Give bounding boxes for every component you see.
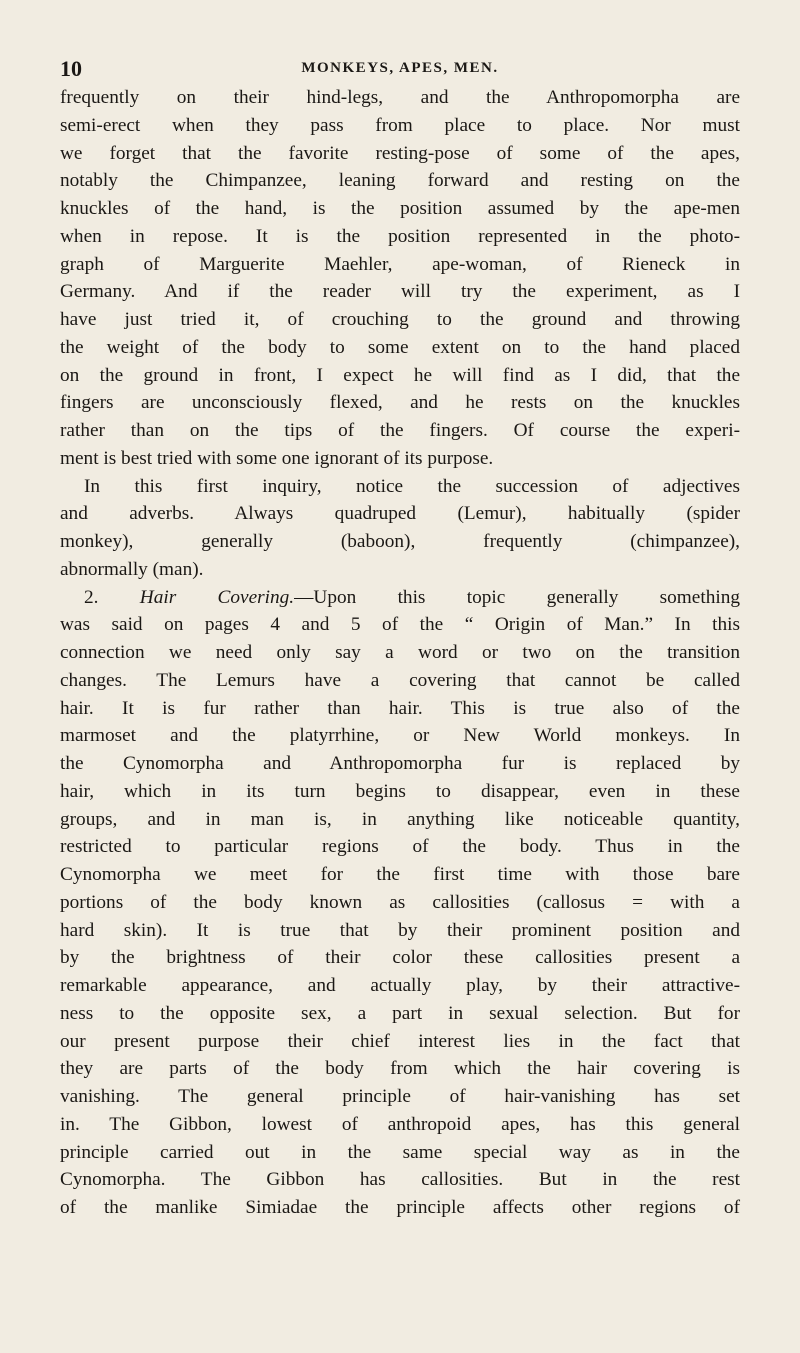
text-line: rather than on the tips of the fingers. Of course the experi- bbox=[60, 420, 740, 441]
text-line: was said on pages 4 and 5 of the “ Origin of Man.” In this bbox=[60, 614, 740, 636]
section-number: 2. bbox=[84, 586, 99, 608]
text-line: they are parts of the body from which the hair covering is bbox=[60, 1058, 740, 1080]
text-line: restricted to particular regions of the body. Thus in the bbox=[60, 836, 740, 858]
text-line: changes. The Lemurs have a covering that cannot be called bbox=[60, 669, 740, 691]
body-text bbox=[60, 84, 740, 1222]
running-title: MONKEYS, APES, MEN. bbox=[301, 60, 499, 76]
text-line: connection we need only say a word or two on the transition bbox=[60, 642, 740, 663]
text-line: semi-erect when they pass from place to place. Nor must bbox=[60, 114, 740, 136]
text-line: hair, which in its turn begins to disappear, even in these bbox=[60, 780, 740, 802]
text-line: groups, and in man is, in anything like noticeable quantity, bbox=[60, 808, 740, 830]
text-line: ness to the opposite sex, a part in sexual selection. But for bbox=[60, 1002, 740, 1024]
text-line: ment is best tried with some one ignorant of its purpose. bbox=[60, 447, 494, 469]
page-number: 10 bbox=[60, 56, 82, 81]
text-line: and adverbs. Always quadruped (Lemur), habitually (spider bbox=[60, 503, 740, 525]
text-line: frequently on their hind-legs, and the Anthropomorpha are bbox=[60, 87, 740, 108]
text-line: the weight of the body to some extent on to the hand placed bbox=[60, 336, 740, 358]
text-line: when in repose. It is the position represented in the photo- bbox=[60, 225, 740, 247]
text-line: graph of Marguerite Maehler, ape-woman, of Rieneck in bbox=[60, 253, 740, 275]
running-head bbox=[60, 56, 740, 84]
section-heading-continuation: —Upon this topic generally something bbox=[294, 586, 741, 608]
text-line: remarkable appearance, and actually play, by their attractive- bbox=[60, 975, 740, 996]
text-line: monkey), generally (baboon), frequently (chimpanzee), bbox=[60, 531, 740, 552]
text-line: fingers are unconsciously flexed, and he rests on the knuckles bbox=[60, 392, 740, 414]
text-line: In this first inquiry, notice the succession of adjectives bbox=[84, 475, 740, 497]
text-line: by the brightness of their color these callosities present a bbox=[60, 947, 740, 969]
text-line: Germany. And if the reader will try the experiment, as I bbox=[60, 281, 740, 303]
text-line: have just tried it, of crouching to the ground and throwing bbox=[60, 309, 740, 330]
text-line: we forget that the favorite resting-pose of some of the apes, bbox=[60, 142, 740, 164]
text-line: in. The Gibbon, lowest of anthropoid apes, has this general bbox=[60, 1113, 740, 1135]
text-line: of the manlike Simiadae the principle affects other regions of bbox=[60, 1197, 740, 1218]
text-line: on the ground in front, I expect he will find as I did, that the bbox=[60, 364, 740, 386]
text-line: the Cynomorpha and Anthropomorpha fur is replaced by bbox=[60, 753, 740, 774]
text-line: abnormally (man). bbox=[60, 558, 204, 580]
text-line: hard skin). It is true that by their prominent position and bbox=[60, 919, 740, 941]
text-line: portions of the body known as callosities (callosus = with a bbox=[60, 891, 740, 913]
section-heading-line bbox=[60, 584, 740, 612]
text-line: notably the Chimpanzee, leaning forward and resting on the bbox=[60, 170, 740, 192]
text-line: knuckles of the hand, is the position assumed by the ape-men bbox=[60, 198, 740, 219]
text-line: principle carried out in the same special way as in the bbox=[60, 1141, 740, 1163]
text-line: Cynomorpha we meet for the first time with those bare bbox=[60, 864, 740, 885]
text-line: marmoset and the platyrrhine, or New World monkeys. In bbox=[60, 725, 740, 747]
paragraph-3 bbox=[60, 584, 740, 1222]
text-line: Cynomorpha. The Gibbon has callosities. But in the rest bbox=[60, 1169, 740, 1191]
paragraph-1 bbox=[60, 84, 740, 473]
text-line: vanishing. The general principle of hair-vanishing has set bbox=[60, 1086, 740, 1107]
section-heading: Hair Covering. bbox=[139, 586, 295, 608]
text-line: our present purpose their chief interest lies in the fact that bbox=[60, 1030, 740, 1052]
paragraph-2 bbox=[60, 473, 740, 584]
text-line: hair. It is fur rather than hair. This is true also of the bbox=[60, 697, 740, 719]
